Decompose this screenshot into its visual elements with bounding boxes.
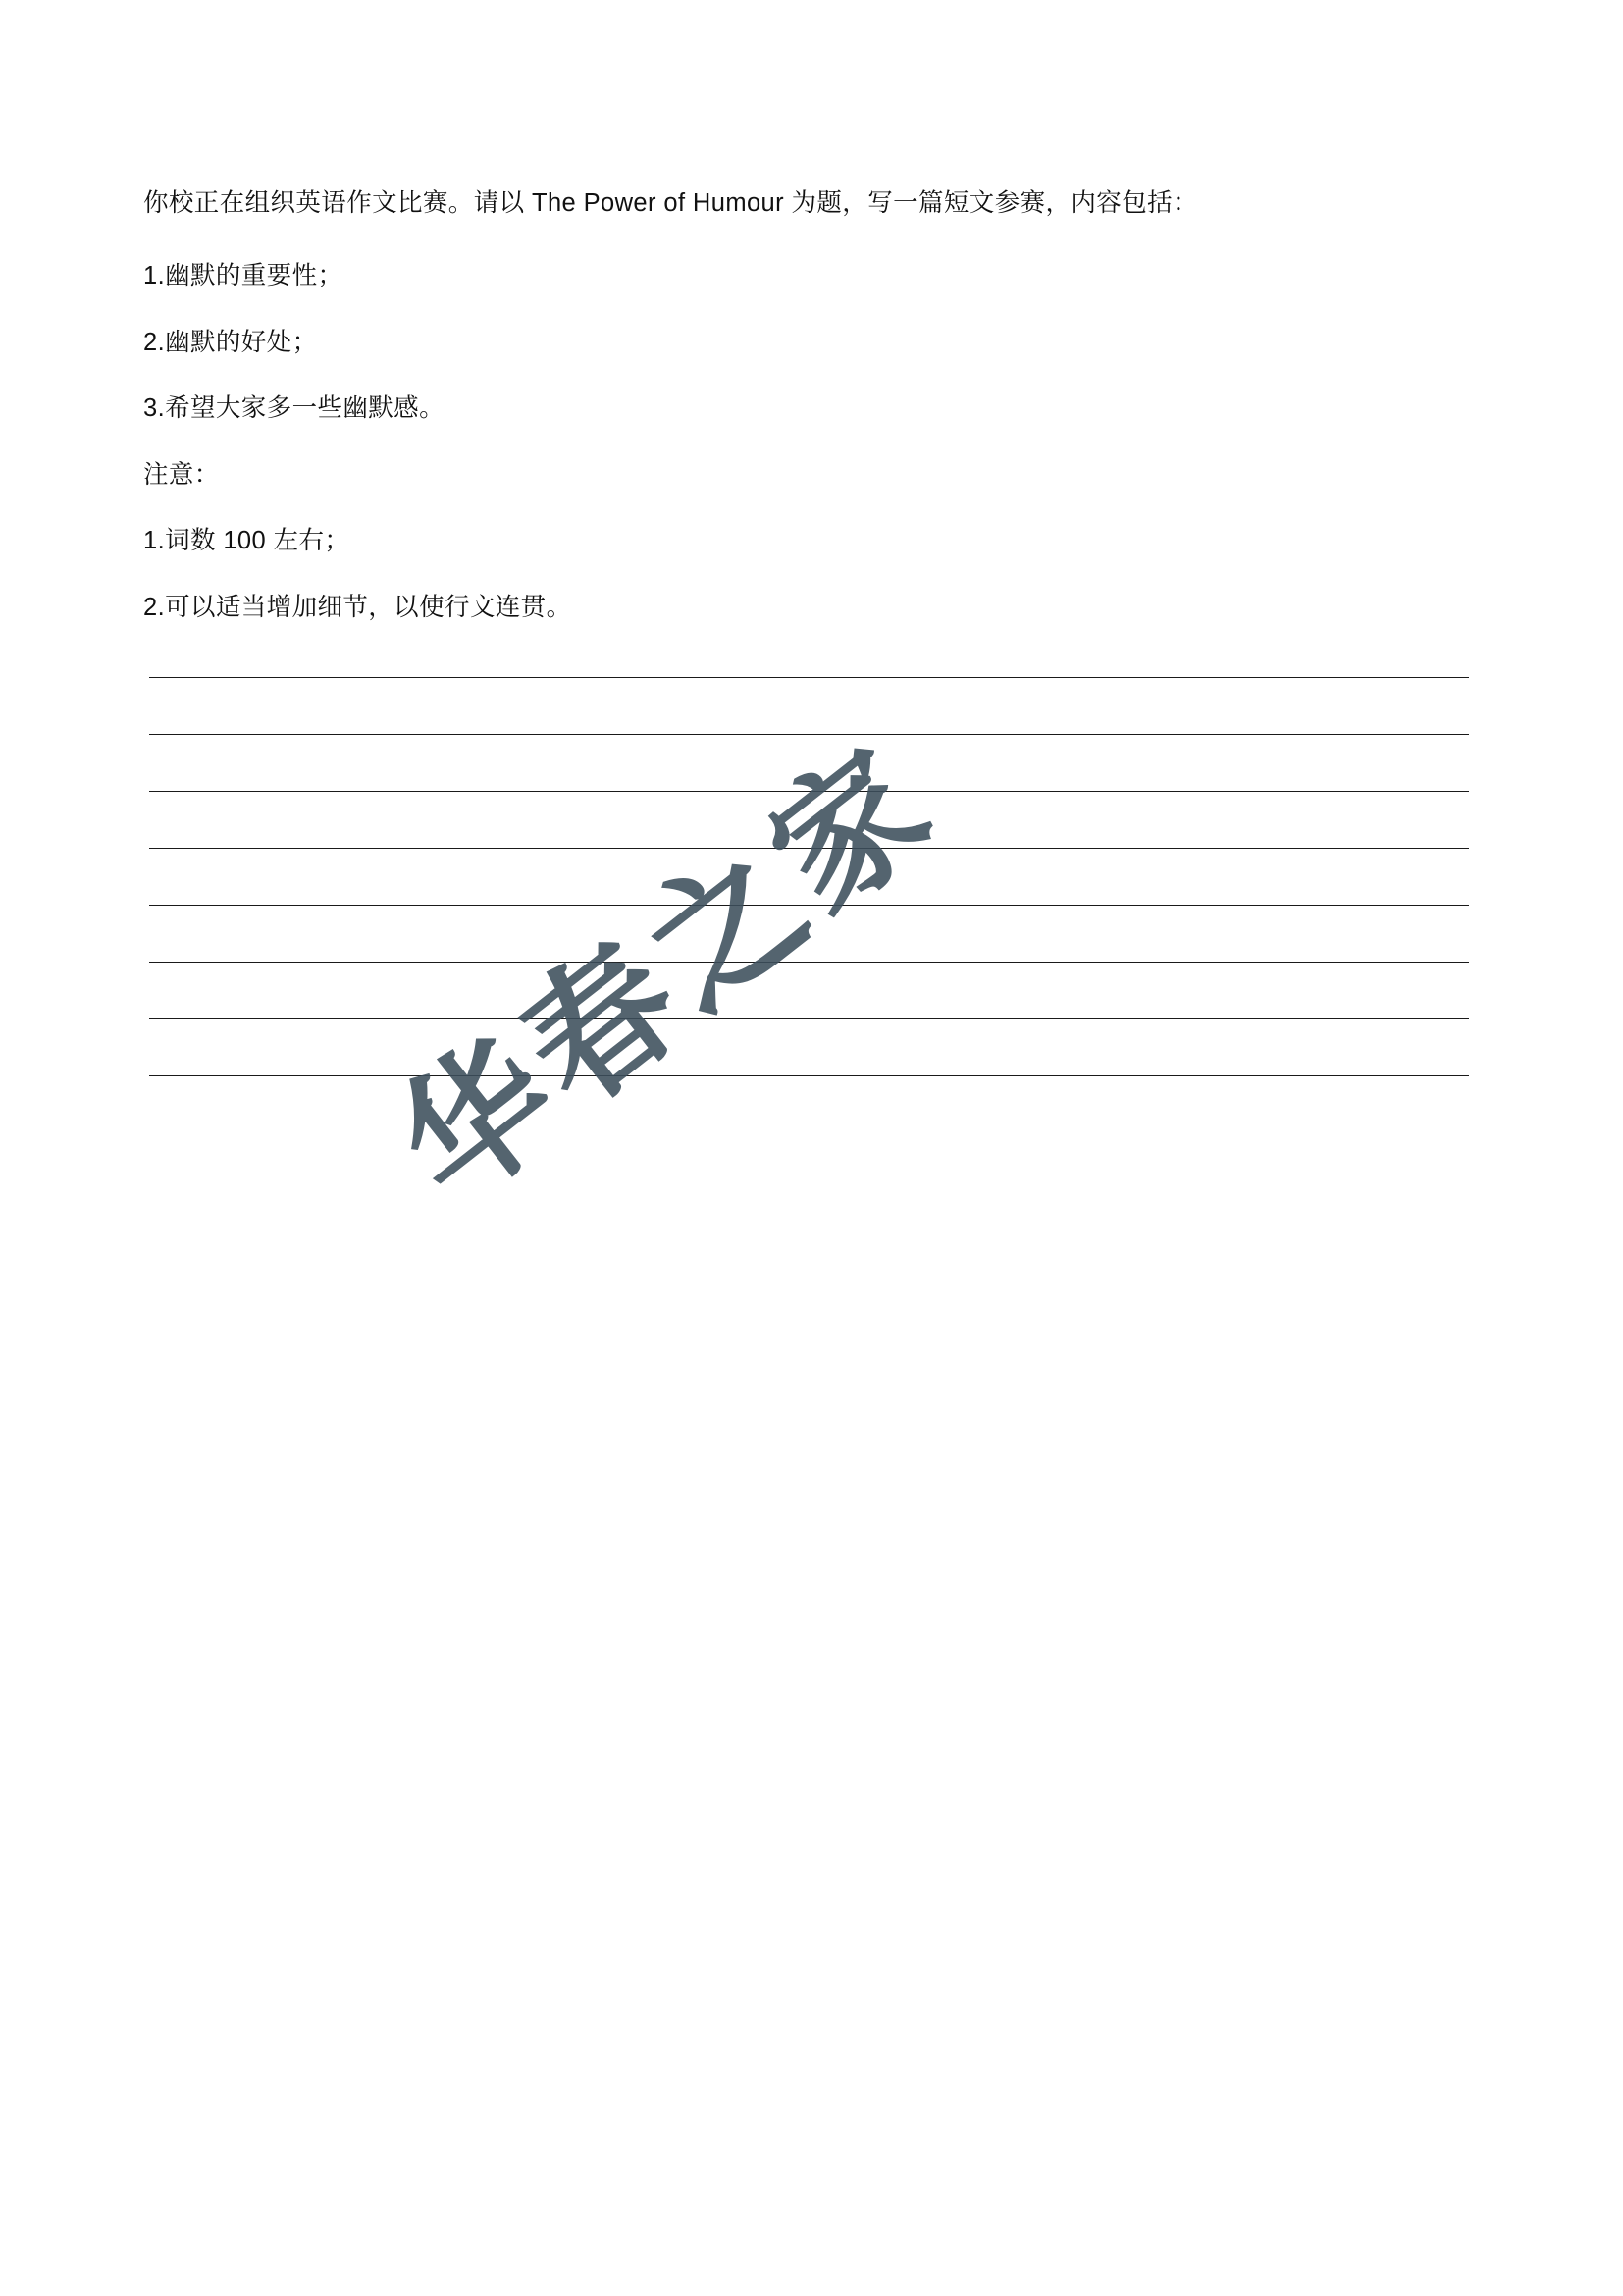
answer-line: [149, 1018, 1469, 1019]
requirement-item-2: 2.幽默的好处；: [143, 328, 318, 356]
answer-line: [149, 734, 1469, 735]
requirement-item-1: 1.幽默的重要性；: [143, 262, 343, 290]
notes-heading: 注意：: [143, 460, 220, 489]
answer-line: [149, 905, 1469, 906]
answer-line: [149, 1075, 1469, 1076]
requirement-item-3: 3.希望大家多一些幽默感。: [143, 394, 445, 423]
note-item-2: 2.可以适当增加细节，以使行文连贯。: [143, 593, 572, 621]
answer-line: [149, 791, 1469, 792]
answer-line: [149, 962, 1469, 963]
watermark-text: 华春之家: [368, 713, 969, 1235]
question-content: [143, 186, 1478, 656]
answer-lines: [149, 677, 1469, 1138]
note-item-1: 1.词数 100 左右；: [143, 527, 350, 555]
prompt-text: 你校正在组织英语作文比赛。请以 The Power of Humour 为题，写一篇短文参赛，内容包括：: [143, 189, 1198, 217]
answer-line: [149, 677, 1469, 678]
answer-line: [149, 848, 1469, 849]
